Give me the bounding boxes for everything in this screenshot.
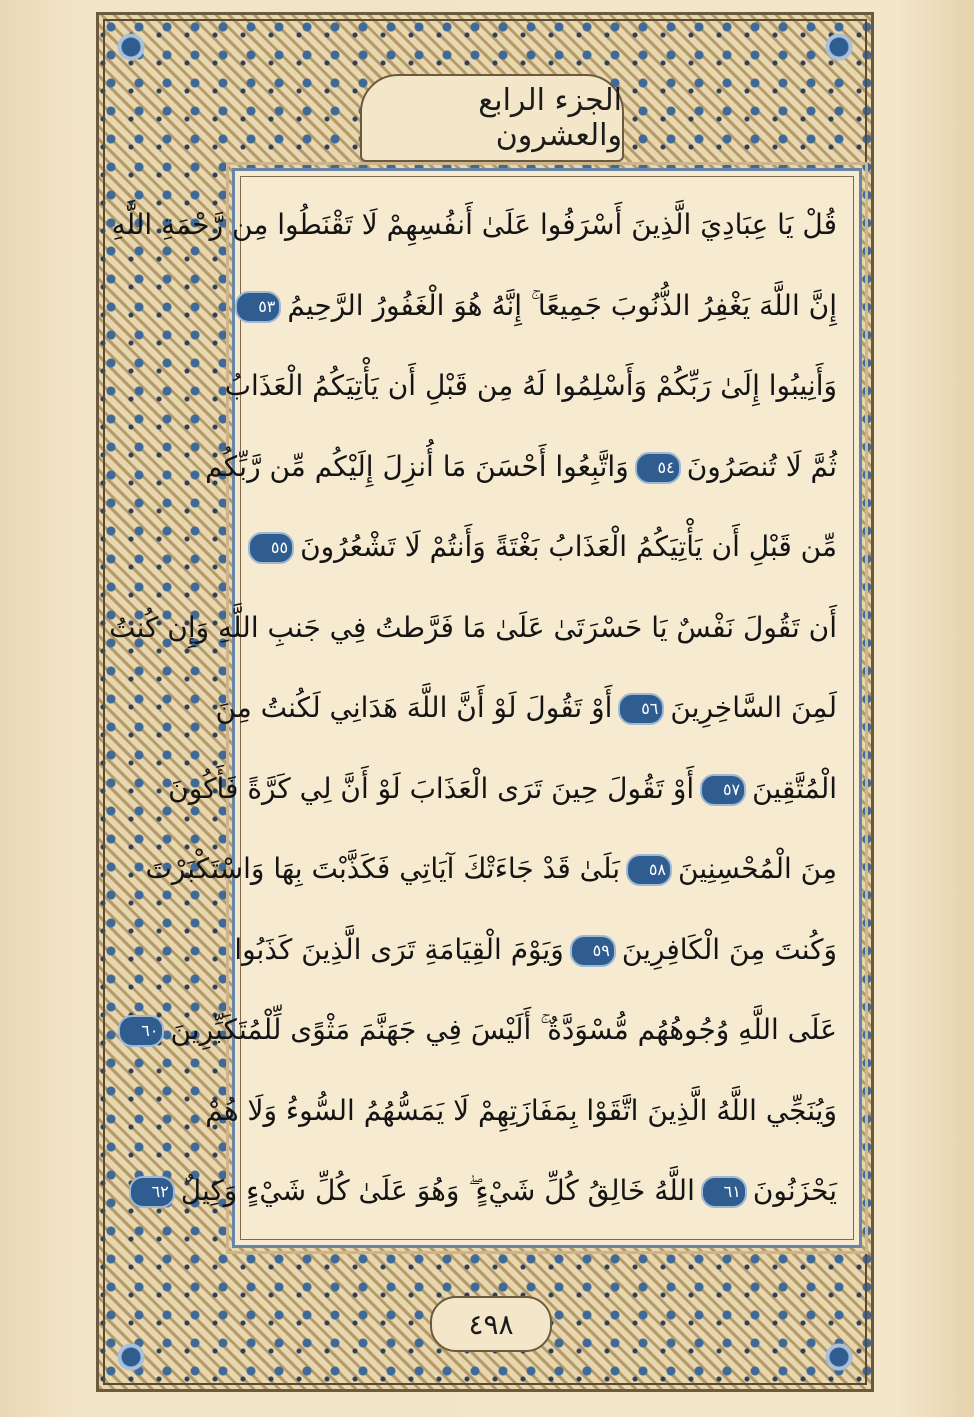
ayah-number-marker: ٦٠ [118,1015,164,1047]
ayah-number-marker: ٦١ [701,1176,747,1208]
verse-text: لَمِنَ السَّاخِرِينَ [670,691,837,724]
ayah-number-marker: ٥٩ [570,935,616,967]
text-panel [109,168,862,1248]
juz-title: الجزء الرابع والعشرون [478,83,622,153]
verse-text: وَيُنَجِّي اللَّهُ الَّذِينَ اتَّقَوْا بِمَفَازَتِهِمْ لَا يَمَسُّهُمُ السُّوءُ وَلَا هُمْ [205,1093,837,1127]
verse-line [145,837,837,901]
juz-header [360,74,624,162]
ayah-number-marker: ٥٤ [635,452,681,484]
rosette-icon [817,1335,861,1379]
verse-line [111,193,837,257]
ayah-number-marker: ٥٧ [700,774,746,806]
verse-text: أَوْ تَقُولَ لَوْ أَنَّ اللَّهَ هَدَانِي لَكُنتُ مِنَ [215,691,613,724]
verse-text: يَحْزَنُونَ [752,1174,837,1207]
verse-text: وَأَنِيبُوا إِلَىٰ رَبِّكُمْ وَأَسْلِمُوا لَهُ مِن قَبْلِ أَن يَأْتِيَكُمُ الْعَذَابُ [224,369,837,402]
verse-line [215,676,837,740]
verse-text: أَوْ تَقُولَ حِينَ تَرَى الْعَذَابَ لَوْ أَنَّ لِي كَرَّةً فَأَكُونَ [168,771,695,805]
verse-lines [109,193,837,1223]
verse-text: اللَّهُ خَالِقُ كُلِّ شَيْءٍ ۖ وَهُوَ عَلَىٰ كُلِّ شَيْءٍ وَكِيلٌ [180,1174,695,1207]
verse-line [224,354,837,418]
verse-text: أَن تَقُولَ نَفْسٌ يَا حَسْرَتَىٰ عَلَىٰ مَا فَرَّطتُ فِي جَنبِ اللَّهِ وَإِن كُنتُ [109,610,837,644]
ayah-number-marker: ٥٥ [248,532,294,564]
verse-line [257,515,837,579]
verse-text: الْمُتَّقِينَ [752,771,837,805]
verse-text: وَاتَّبِعُوا أَحْسَنَ مَا أُنزِلَ إِلَيْكُم مِّن رَّبِّكُم [205,449,629,483]
ayah-number-marker: ٥٣ [235,291,281,323]
verse-text: وَكُنتَ مِنَ الْكَافِرِينَ [621,932,837,966]
page-number-cartouche [430,1296,552,1352]
verse-text: بَلَىٰ قَدْ جَاءَتْكَ آيَاتِي فَكَذَّبْتَ بِهَا وَاسْتَكْبَرْتَ [145,852,621,885]
verse-text: مِنَ الْمُحْسِنِينَ [678,852,837,885]
verse-text: ثُمَّ لَا تُنصَرُونَ [686,449,837,483]
verse-line [141,998,837,1062]
verse-text: مِّن قَبْلِ أَن يَأْتِيَكُمُ الْعَذَابُ بَغْتَةً وَأَنتُمْ لَا تَشْعُرُونَ [300,530,837,563]
verse-line [257,274,837,338]
verse-text: إِنَّ اللَّهَ يَغْفِرُ الذُّنُوبَ جَمِيعًا ۚ إِنَّهُ هُوَ الْغَفُورُ الرَّحِيمُ [287,288,837,322]
ayah-number-marker: ٥٦ [618,693,664,725]
page-number: ٤٩٨ [468,1307,514,1341]
verse-line [205,435,837,499]
ayah-number-marker: ٦٢ [129,1176,175,1208]
verse-line [234,918,837,982]
rosette-icon [109,1335,153,1379]
rosette-icon [109,25,153,69]
ayah-number-marker: ٥٨ [626,854,672,886]
verse-line [168,757,837,821]
rosette-icon [817,25,861,69]
verse-text: عَلَى اللَّهِ وُجُوهُهُم مُّسْوَدَّةٌ ۚ أَلَيْسَ فِي جَهَنَّمَ مَثْوًى لِّلْمُتَكَبِّرِينَ [170,1013,837,1046]
verse-line [205,1079,837,1143]
verse-text: قُلْ يَا عِبَادِيَ الَّذِينَ أَسْرَفُوا عَلَىٰ أَنفُسِهِمْ لَا تَقْنَطُوا مِن رَّحْمَةِ اللَّهِ [111,208,837,241]
verse-line [109,596,837,660]
verse-text: وَيَوْمَ الْقِيَامَةِ تَرَى الَّذِينَ كَذَبُوا [234,932,564,966]
verse-line [151,1159,837,1223]
